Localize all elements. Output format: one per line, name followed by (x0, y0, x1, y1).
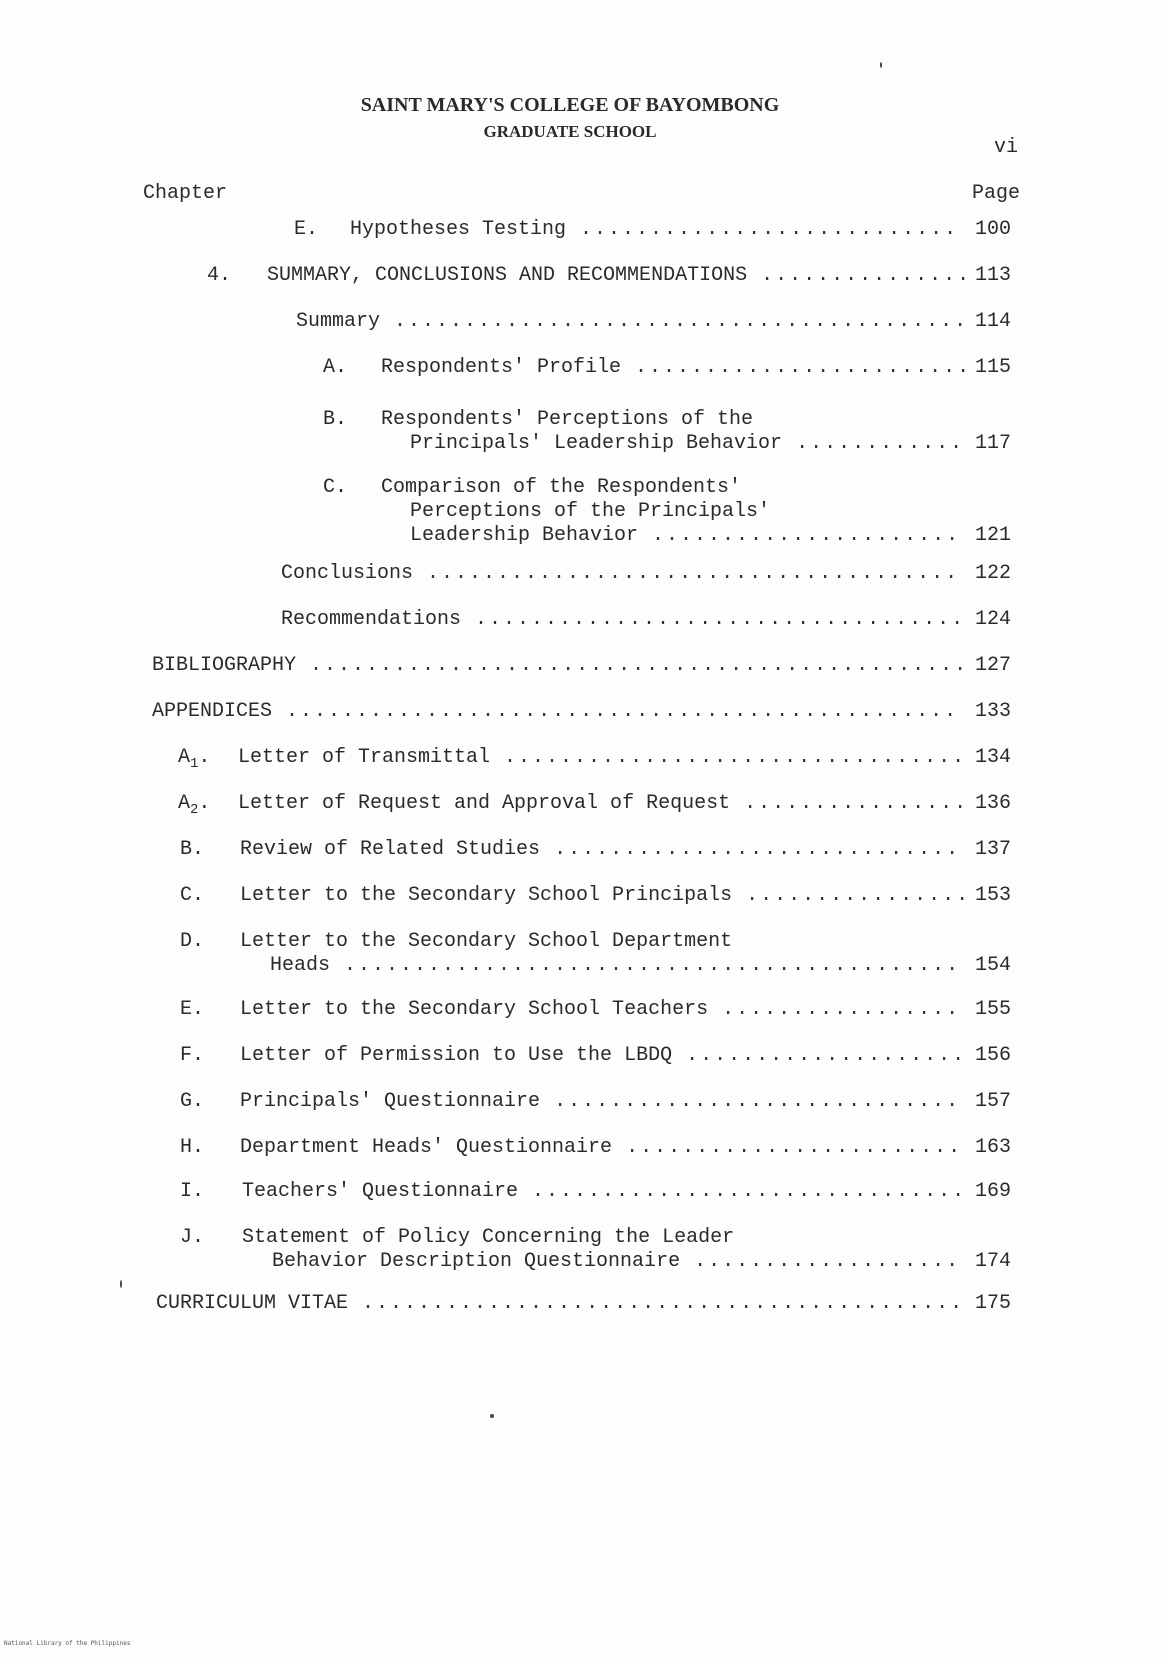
toc-entry-text: Conclusions (281, 562, 414, 585)
dot-leader: .................... (686, 1044, 967, 1067)
toc-page-number: 137 (975, 838, 1012, 861)
dot-leader: ................................. (504, 746, 967, 769)
toc-entry-text: Respondents' Perceptions of the (381, 408, 754, 431)
toc-entry-line (381, 408, 930, 432)
toc-entry-text: CURRICULUM VITAE (156, 1292, 349, 1315)
toc-entry-label: F. (180, 1044, 205, 1067)
toc-page-number: 155 (975, 998, 1012, 1021)
toc-entry-text: SUMMARY, CONCLUSIONS AND RECOMMENDATIONS (267, 264, 748, 287)
toc-page-number: 153 (975, 884, 1012, 907)
toc-page-number: 157 (975, 1090, 1012, 1113)
toc-page-number: 175 (975, 1292, 1012, 1315)
toc-entry-text: Statement of Policy Concerning the Leader (242, 1226, 735, 1249)
toc-entry-line (281, 562, 960, 586)
toc-entry-label: D. (180, 930, 205, 953)
scan-speck (880, 62, 882, 68)
toc-entry-line (381, 356, 972, 380)
toc-entry-text: Heads (270, 954, 331, 977)
dot-leader: ........................... (580, 218, 959, 241)
chapter-column-label: Chapter (143, 182, 228, 205)
toc-entry-text: Review of Related Studies (240, 838, 541, 861)
toc-entry-text: Letter of Permission to Use the LBDQ (240, 1044, 673, 1067)
dot-leader: ................ (746, 884, 971, 907)
toc-page-number: 154 (975, 954, 1012, 977)
footer-credit: National Library of the Philippines (4, 1640, 131, 1647)
dot-leader: ........................................... (362, 1292, 965, 1315)
dot-leader: ................................................ (286, 700, 959, 723)
dot-leader: ............................................... (310, 654, 969, 677)
institution-title: SAINT MARY'S COLLEGE OF BAYOMBONG (360, 94, 780, 116)
toc-page-number: 136 (975, 792, 1012, 815)
toc-entry-line (410, 500, 930, 524)
toc-page-number: 100 (975, 218, 1012, 241)
toc-entry-line (152, 700, 959, 724)
toc-entry-line (238, 746, 967, 770)
dot-leader: ......................................... (394, 310, 969, 333)
toc-entry-label: C. (180, 884, 205, 907)
dot-leader: ............... (761, 264, 972, 287)
toc-entry-line (156, 1292, 965, 1316)
dot-leader: ................ (744, 792, 969, 815)
toc-entry-label: E. (294, 218, 319, 241)
toc-page-number: 124 (975, 608, 1012, 631)
toc-page-number: 156 (975, 1044, 1012, 1067)
toc-entry-text: Teachers' Questionnaire (242, 1180, 519, 1203)
page-number: vi (994, 136, 1019, 159)
scan-speck (490, 1414, 494, 1418)
toc-entry-line (410, 432, 965, 456)
toc-page-number: 122 (975, 562, 1012, 585)
toc-entry-label: $A_1$. (178, 746, 211, 772)
dot-leader: ................. (722, 998, 961, 1021)
toc-entry-text: BIBLIOGRAPHY (152, 654, 297, 677)
toc-entry-label: B. (323, 408, 348, 431)
toc-entry-line (242, 1226, 930, 1250)
toc-entry-label: E. (180, 998, 205, 1021)
toc-page-number: 133 (975, 700, 1012, 723)
school-subtitle: GRADUATE SCHOOL (483, 122, 657, 141)
toc-entry-label: 4. (207, 264, 232, 287)
toc-entry-text: Principals' Questionnaire (240, 1090, 541, 1113)
toc-entry-text: Letter of Transmittal (238, 746, 491, 769)
toc-entry-line (240, 1090, 961, 1114)
toc-page-number: 169 (975, 1180, 1012, 1203)
dot-leader: ........................ (635, 356, 972, 379)
toc-entry-text: Letter to the Secondary School Teachers (240, 998, 709, 1021)
scan-speck (120, 1280, 122, 1288)
toc-entry-label: A. (323, 356, 348, 379)
dot-leader: ............................. (554, 1090, 961, 1113)
toc-entry-line (242, 1180, 967, 1204)
toc-page-number: 117 (975, 432, 1012, 455)
toc-entry-text: Perceptions of the Principals' (410, 500, 771, 523)
toc-entry-line (240, 1136, 963, 1160)
toc-entry-text: APPENDICES (152, 700, 273, 723)
toc-entry-line (152, 654, 969, 678)
toc-entry-label: G. (180, 1090, 205, 1113)
dot-leader: ............................. (554, 838, 961, 861)
toc-entry-line (240, 998, 961, 1022)
toc-entry-text: Summary (296, 310, 381, 333)
dot-leader: ...................................... (427, 562, 960, 585)
toc-entry-text: Leadership Behavior (410, 524, 639, 547)
toc-entry-line (240, 884, 971, 908)
dot-leader: ............ (796, 432, 965, 455)
toc-entry-line (272, 1250, 961, 1274)
dot-leader: ............................... (532, 1180, 967, 1203)
toc-entry-line (296, 310, 969, 334)
toc-entry-text: Letter to the Secondary School Department (240, 930, 733, 953)
toc-entry-line (238, 792, 969, 816)
dot-leader: ................... (694, 1250, 961, 1273)
toc-entry-text: Principals' Leadership Behavior (410, 432, 783, 455)
toc-entry-label: J. (180, 1226, 205, 1249)
dot-leader: ................................... (475, 608, 966, 631)
toc-entry-line (240, 930, 930, 954)
toc-page-number: 114 (975, 310, 1012, 333)
toc-page-number: 121 (975, 524, 1012, 547)
toc-entry-label: $A_2$. (178, 792, 211, 818)
toc-entry-line (350, 218, 959, 242)
toc-page-number: 174 (975, 1250, 1012, 1273)
toc-page-number: 163 (975, 1136, 1012, 1159)
toc-entry-text: Respondents' Profile (381, 356, 622, 379)
toc-entry-text: Recommendations (281, 608, 462, 631)
toc-entry-text: Hypotheses Testing (350, 218, 567, 241)
toc-page-number: 127 (975, 654, 1012, 677)
dot-leader: ...................... (652, 524, 961, 547)
toc-entry-line (270, 954, 961, 978)
toc-entry-label: C. (323, 476, 348, 499)
page-column-label: Page (972, 182, 1021, 205)
toc-entry-text: Behavior Description Questionnaire (272, 1250, 681, 1273)
dot-leader: ........................ (626, 1136, 963, 1159)
toc-entry-line (240, 1044, 967, 1068)
toc-entry-label: H. (180, 1136, 205, 1159)
toc-entry-text: Comparison of the Respondents' (381, 476, 742, 499)
dot-leader: ............................................ (344, 954, 961, 977)
toc-entry-text: Letter to the Secondary School Principals (240, 884, 733, 907)
toc-page-number: 134 (975, 746, 1012, 769)
toc-page-number: 115 (975, 356, 1012, 379)
toc-entry-text: Letter of Request and Approval of Request (238, 792, 731, 815)
toc-entry-line (281, 608, 966, 632)
toc-entry-label: I. (180, 1180, 205, 1203)
toc-entry-line (267, 264, 972, 288)
toc-entry-line (410, 524, 961, 548)
toc-entry-label: B. (180, 838, 205, 861)
toc-entry-text: Department Heads' Questionnaire (240, 1136, 613, 1159)
toc-page-number: 113 (975, 264, 1012, 287)
toc-entry-line (381, 476, 930, 500)
toc-entry-line (240, 838, 961, 862)
